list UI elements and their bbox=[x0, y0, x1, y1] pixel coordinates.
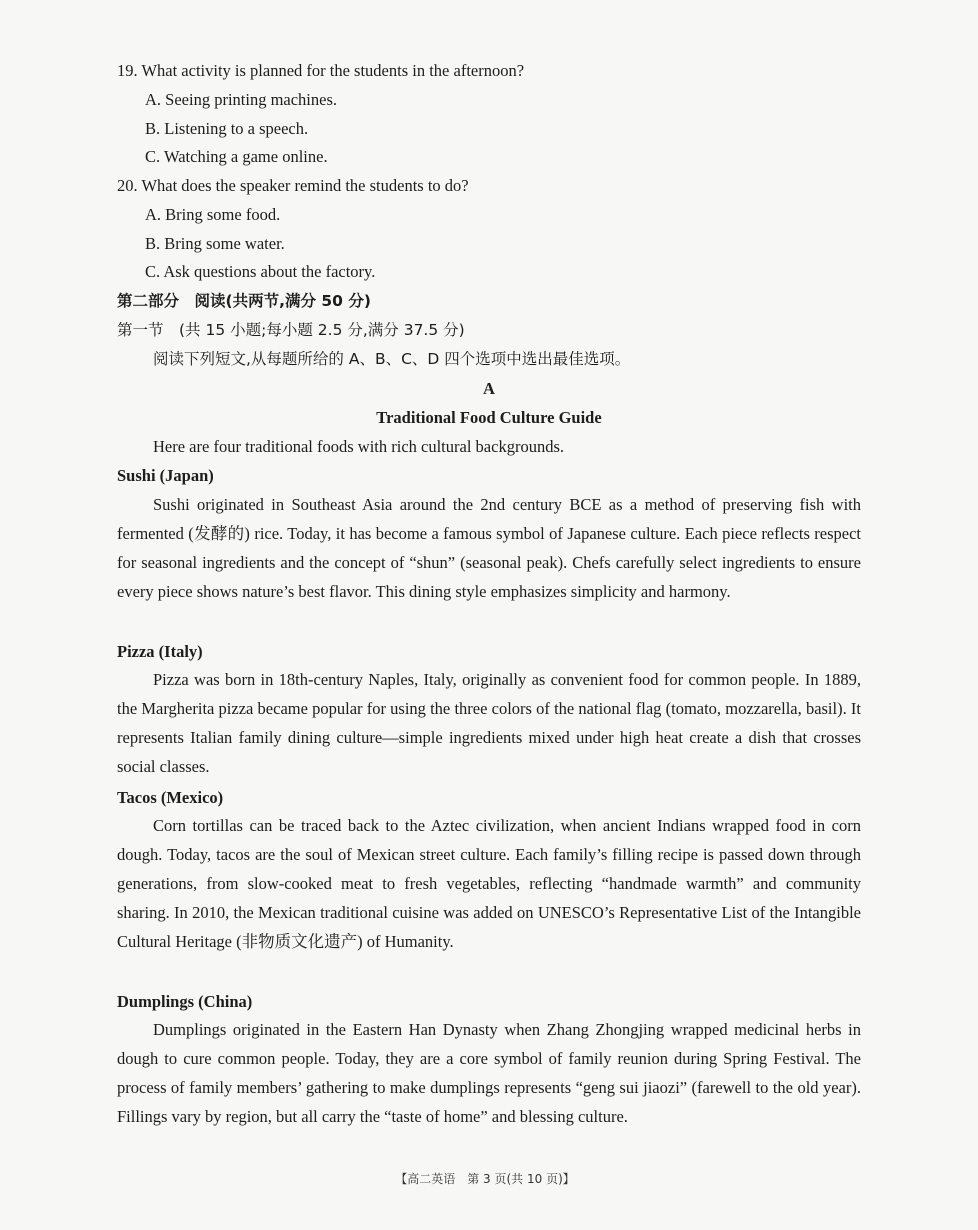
question-20-option-a: A. Bring some food. bbox=[145, 205, 281, 224]
section-one-title: 第一节 (共 15 小题;每小题 2.5 分,满分 37.5 分) bbox=[117, 321, 465, 339]
passage-intro: Here are four traditional foods with rich cultural backgrounds. bbox=[153, 437, 564, 456]
part-two-title: 第二部分 阅读(共两节,满分 50 分) bbox=[117, 292, 371, 310]
question-20-stem: 20. What does the speaker remind the students to do? bbox=[117, 176, 469, 195]
section-heading-tacos: Tacos (Mexico) bbox=[117, 788, 224, 807]
section-body-dumplings: Dumplings originated in the Eastern Han Dynasty when Zhang Zhongjing wrapped medicinal herbs in dough to cure common people. Today, they are a core symbol of family reunion during Spring Festival. The process of family members’ gathering to make dumplings represents “geng sui jiaozi” (farewell to the old year). Fillings vary by region, but all carry the “taste of home” and blessing culture. bbox=[117, 1020, 861, 1126]
section-body-tacos: Corn tortillas can be traced back to the Aztec civilization, when ancient Indians wrapped food in corn dough. Today, tacos are the soul of Mexican street culture. Each family’s filling recipe is passed down through generations, from slow-cooked meat to fresh vegetables, reflecting “handmade warmth” and community sharing. In 2010, the Mexican traditional cuisine was added on UNESCO’s Representative List of the Intangible Cultural Heritage (非物质文化遗产) of Humanity. bbox=[117, 816, 861, 951]
section-heading-dumplings: Dumplings (China) bbox=[117, 992, 253, 1011]
question-19-option-a: A. Seeing printing machines. bbox=[145, 90, 338, 109]
question-19-stem: 19. What activity is planned for the students in the afternoon? bbox=[117, 61, 525, 80]
reading-instruction: 阅读下列短文,从每题所给的 A、B、C、D 四个选项中选出最佳选项。 bbox=[153, 350, 631, 368]
section-body-pizza: Pizza was born in 18th-century Naples, Italy, originally as convenient food for common people. In 1889, the Margherita pizza became popular for using the three colors of the national flag (tomato, mozzarella, basil). It represents Italian family dining culture—simple ingredients mixed under high heat create a dish that crosses social classes. bbox=[117, 670, 861, 776]
section-heading-sushi: Sushi (Japan) bbox=[117, 466, 214, 485]
question-19-option-b: B. Listening to a speech. bbox=[145, 119, 309, 138]
page-footer: 【高二英语 第 3 页(共 10 页)】 bbox=[395, 1172, 575, 1186]
section-body-sushi: Sushi originated in Southeast Asia around the 2nd century BCE as a method of preserving fish with fermented (发酵的) rice. Today, it has become a famous symbol of Japanese culture. Each piece reflects respect for seasonal ingredients and the concept of “shun” (seasonal peak). Chefs carefully select ingredients to ensure every piece shows nature’s best flavor. This dining style emphasizes simplicity and harmony. bbox=[117, 495, 861, 601]
question-20-option-b: B. Bring some water. bbox=[145, 234, 285, 253]
question-19-option-c: C. Watching a game online. bbox=[145, 147, 328, 166]
passage-letter: A bbox=[483, 379, 495, 398]
passage-title: Traditional Food Culture Guide bbox=[376, 408, 602, 427]
question-20-option-c: C. Ask questions about the factory. bbox=[145, 262, 376, 281]
section-heading-pizza: Pizza (Italy) bbox=[117, 642, 203, 661]
